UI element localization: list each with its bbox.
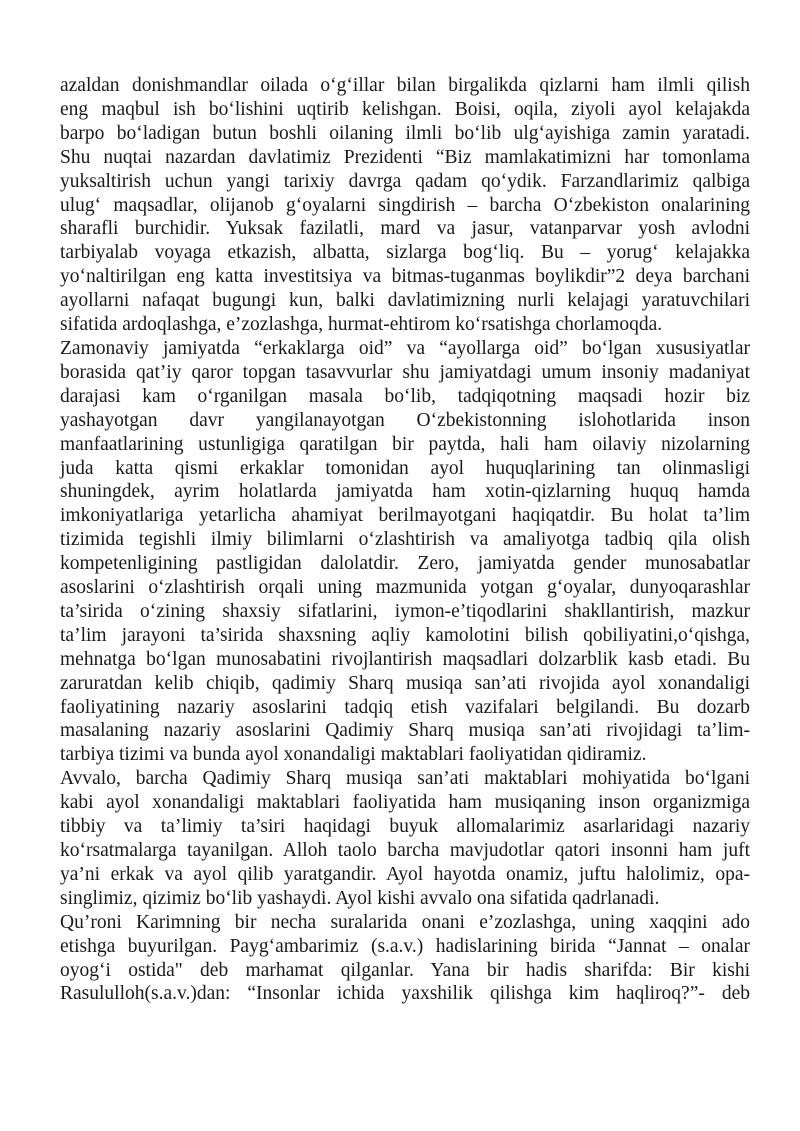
text-line: masalaning nazariy asoslarini Qadimiy Sharq musiqa san’ati rivojidagi ta’lim-: [60, 720, 750, 742]
text-line: oyog‘i ostida" deb marhamat qilganlar. Yana bir hadis sharifda: Bir kishi: [60, 959, 750, 981]
text-line: asoslarini o‘zlashtirish orqali uning mazmunida yotgan g‘oyalar, dunyoqarashlar: [60, 577, 750, 599]
text-line: singlimiz, qizimiz bo‘lib yashaydi. Ayol kishi avvalo ona sifatida qadrlanadi.: [60, 887, 660, 909]
text-line: Rasululloh(s.a.v.)dan: “Insonlar ichida yaxshilik qilishga kim haqliroq?”- deb: [60, 983, 750, 1005]
text-line: kabi ayol xonandaligi maktablari faoliyatida ham musiqaning inson organizmiga: [60, 792, 750, 814]
text-line: ayollarni nafaqat bugungi kun, balki davlatimizning nurli kelajagi yaratuvchilari: [60, 290, 750, 312]
text-line: tarbiyalab voyaga etkazish, albatta, sizlarga bog‘liq. Bu – yorug‘ kelajakka: [60, 242, 750, 264]
text-line: imkoniyatlariga yetarlicha ahamiyat berilmayotgani haqiqatdir. Bu holat ta’lim: [60, 505, 750, 527]
body-text: [60, 74, 750, 1006]
text-line: borasida qat’iy qaror topgan tasavvurlar shu jamiyatdagi umum insoniy madaniyat: [60, 361, 750, 383]
text-line: Avvalo, barcha Qadimiy Sharq musiqa san’ati maktablari mohiyatida bo‘lgani: [60, 768, 750, 790]
text-line: kompetenligining pastligidan dalolatdir. Zero, jamiyatda gender munosabatlar: [60, 553, 750, 575]
text-line: tizimida tegishli ilmiy bilimlarni o‘zlashtirish va amaliyotga tadbiq qila olish: [60, 529, 750, 551]
text-line: faoliyatining nazariy asoslarini tadqiq etish vazifalari belgilandi. Bu dozarb: [60, 696, 750, 718]
text-line: eng maqbul ish bo‘lishini uqtirib kelishgan. Boisi, oqila, ziyoli ayol kelajakda: [60, 98, 750, 120]
text-line: Shu nuqtai nazardan davlatimiz Prezidenti “Biz mamlakatimizni har tomonlama: [60, 146, 750, 168]
text-line: juda katta qismi erkaklar tomonidan ayol huquqlarining tan olinmasligi: [60, 457, 750, 479]
text-line: manfaatlarining ustunligiga qaratilgan bir paytda, hali ham oilaviy nizolarning: [60, 433, 750, 455]
text-line: sharafli burchidir. Yuksak fazilatli, mard va jasur, vatanparvar yosh avlodni: [60, 218, 750, 240]
text-line: Qu’roni Karimning bir necha suralarida onani e’zozlashga, uning xaqqini ado: [60, 911, 750, 933]
text-line: ulug‘ maqsadlar, olijanob g‘oyalarni singdirish – barcha O‘zbekiston onalarining: [60, 194, 750, 216]
text-line: Zamonaviy jamiyatda “erkaklarga oid” va “ayollarga oid” bo‘lgan xususiyatlar: [60, 337, 750, 359]
text-line: shuningdek, ayrim holatlarda jamiyatda ham xotin-qizlarning huquq hamda: [60, 481, 750, 503]
text-line: tarbiya tizimi va bunda ayol xonandaligi maktablari faoliyatidan qidiramiz.: [60, 744, 647, 766]
text-line: etishga buyurilgan. Payg‘ambarimiz (s.a.v.) hadislarining birida “Jannat – onalar: [60, 935, 750, 957]
text-line: darajasi kam o‘rganilgan masala bo‘lib, tadqiqotning maqsadi hozir biz: [60, 385, 750, 407]
text-line: sifatida ardoqlashga, e’zozlashga, hurmat-ehtirom ko‘rsatishga chorlamoqda.: [60, 314, 663, 336]
text-line: ta’sirida o‘zining shaxsiy sifatlarini, iymon-e’tiqodlarini shakllantirish, mazkur: [60, 600, 750, 622]
text-line: yashayotgan davr yangilanayotgan O‘zbekistonning islohotlarida inson: [60, 409, 750, 431]
text-line: zaruratdan kelib chiqib, qadimiy Sharq musiqa san’ati rivojida ayol xonandaligi: [60, 672, 750, 694]
text-line: yuksaltirish uchun yangi tarixiy davrga qadam qo‘ydik. Farzandlarimiz qalbiga: [60, 170, 750, 192]
text-line: tibbiy va ta’limiy ta’siri haqidagi buyuk allomalarimiz asarlaridagi nazariy: [60, 816, 750, 838]
text-line: yo‘naltirilgan eng katta investitsiya va bitmas-tuganmas boylikdir”2 deya barchani: [60, 266, 750, 288]
text-line: azaldan donishmandlar oilada o‘g‘illar bilan birgalikda qizlarni ham ilmli qilish: [60, 75, 750, 96]
text-line: mehnatga bo‘lgan munosabatini rivojlantirish maqsadlari dolzarblik kasb etadi. Bu: [60, 648, 750, 670]
text-line: ko‘rsatmalarga tayanilgan. Alloh taolo barcha mavjudotlar qatori insonni ham juft: [60, 840, 750, 861]
text-line: ya’ni erkak va ayol qilib yaratgandir. Ayol hayotda onamiz, juftu halolimiz, opa-: [60, 863, 750, 885]
text-line: ta’lim jarayoni ta’sirida shaxsning aqliy kamolotini bilish qobiliyatini,o‘qishga,: [60, 624, 750, 646]
text-line: barpo bo‘ladigan butun boshli oilaning ilmli bo‘lib ulg‘ayishiga zamin yaratadi.: [60, 122, 750, 144]
